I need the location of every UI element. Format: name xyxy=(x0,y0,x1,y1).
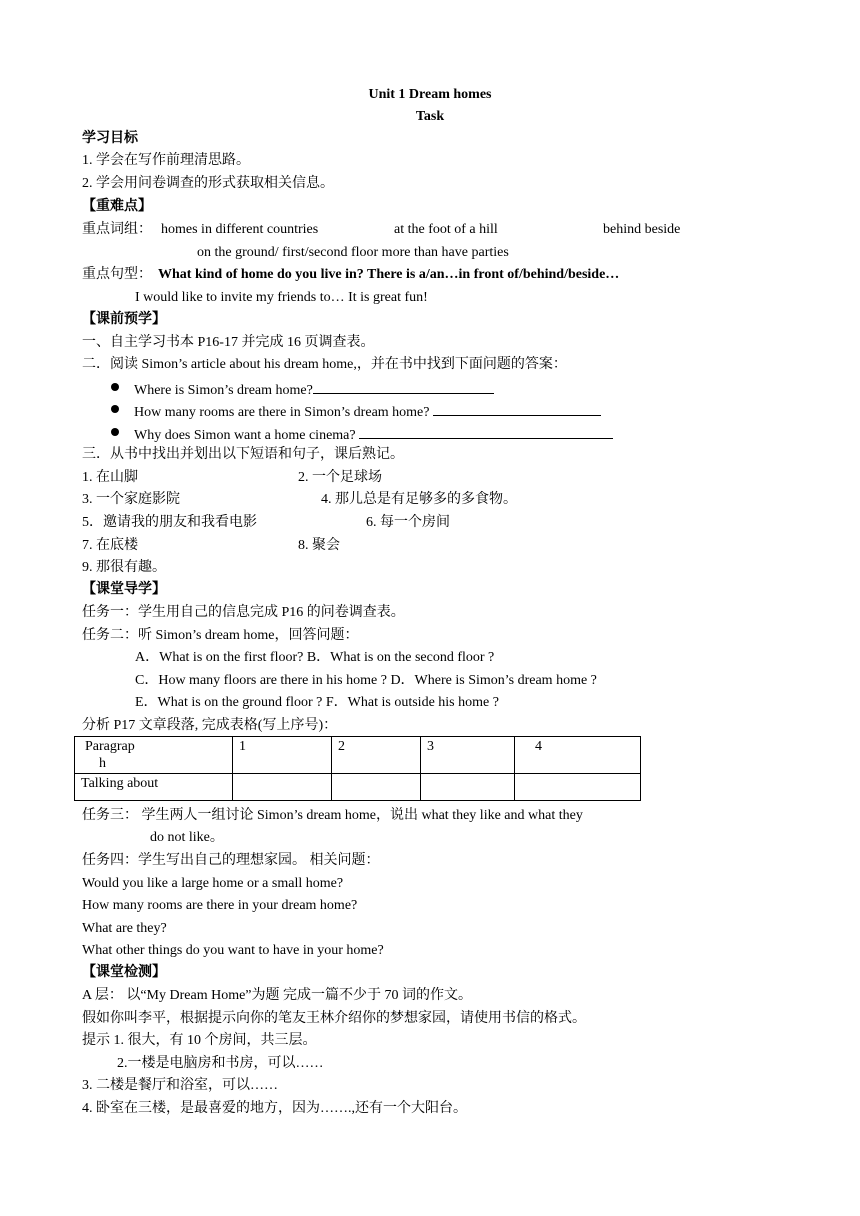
table-header-cell xyxy=(75,737,233,774)
bullet-icon xyxy=(111,428,119,436)
task-3-continued: do not like。 xyxy=(150,830,224,845)
phrase-item: 7. 在底楼 xyxy=(82,538,138,553)
table-row-label: Talking about xyxy=(75,774,233,801)
key-heading: 【重难点】 xyxy=(82,199,152,214)
task-4-question: Would you like a large home or a small home? xyxy=(82,876,344,891)
table-col-header: 4 xyxy=(515,737,641,774)
phrase-item: 8. 聚会 xyxy=(298,538,340,553)
hint-item: 3. 二楼是餐厅和浴室，可以…… xyxy=(82,1078,278,1093)
task-2: 任务二：听 Simon’s dream home，回答问题： xyxy=(82,628,359,643)
objectives-heading: 学习目标 xyxy=(82,131,138,146)
table-col-header: 3 xyxy=(421,737,515,774)
bullet-icon xyxy=(111,383,119,391)
phrase-item: 1. 在山脚 xyxy=(82,470,138,485)
hint-item: 2.一楼是电脑房和书房，可以…… xyxy=(117,1056,324,1071)
key-phrase: behind beside xyxy=(603,222,681,237)
answer-blank[interactable] xyxy=(359,424,613,439)
question-item xyxy=(134,424,613,445)
hint-item: 4. 卧室在三楼，是最喜爱的地方，因为…….,还有一个大阳台。 xyxy=(82,1101,467,1116)
table-col-header: 2 xyxy=(332,737,421,774)
preview-step-3: 三．从书中找出并划出以下短语和句子，课后熟记。 xyxy=(82,447,404,462)
phrase-item: 2. 一个足球场 xyxy=(298,470,382,485)
table-answer-cell[interactable] xyxy=(233,774,332,801)
objective-item: 2. 学会用问卷调查的形式获取相关信息。 xyxy=(82,176,334,191)
writing-scenario: 假如你叫李平，根据提示向你的笔友王林介绍你的梦想家园，请使用书信的格式。 xyxy=(82,1011,586,1026)
task-3: 任务三： 学生两人一组讨论 Simon’s dream home，说出 what they like and what they xyxy=(82,808,583,823)
table-col-header: 1 xyxy=(233,737,332,774)
task-4-question: How many rooms are there in your dream home? xyxy=(82,898,358,913)
question-text: Where is Simon’s dream home? xyxy=(134,383,313,398)
answer-blank[interactable] xyxy=(433,401,601,416)
listening-question: E．What is on the ground floor ? F．What is outside his home ? xyxy=(135,695,499,710)
key-sentences-line-1: What kind of home do you live in? There is a/an…in front of/behind/beside… xyxy=(158,267,620,282)
listening-question: A．What is on the first floor? B．What is on the second floor ? xyxy=(135,650,495,665)
key-sentences-line-2: I would like to invite my friends to… It is great fun! xyxy=(135,290,428,305)
table-answer-cell[interactable] xyxy=(332,774,421,801)
document-subtitle: Task xyxy=(415,109,445,124)
listening-question: C．How many floors are there in his home ? D．Where is Simon’s dream home ? xyxy=(135,673,597,688)
objective-item: 1. 学会在写作前理清思路。 xyxy=(82,153,250,168)
bullet-icon xyxy=(111,405,119,413)
phrase-item: 6. 每一个房间 xyxy=(366,515,450,530)
key-phrase: homes in different countries xyxy=(161,222,319,237)
key-phrases-label: 重点词组： xyxy=(82,222,152,237)
analysis-instruction: 分析 P17 文章段落, 完成表格(写上序号)： xyxy=(82,718,338,733)
question-text: Why does Simon want a home cinema? xyxy=(134,428,360,443)
task-4-question: What are they? xyxy=(82,921,167,936)
test-heading: 【课堂检测】 xyxy=(82,965,166,980)
task-4-question: What other things do you want to have in your home? xyxy=(82,943,384,958)
phrase-item: 4. 那儿总是有足够多的多食物。 xyxy=(321,492,517,507)
hint-item: 提示 1. 很大，有 10 个房间，共三层。 xyxy=(82,1033,317,1048)
task-1: 任务一：学生用自己的信息完成 P16 的问卷调查表。 xyxy=(82,605,405,620)
document-title: Unit 1 Dream homes xyxy=(368,87,492,102)
paragraph-table xyxy=(74,736,641,801)
preview-heading: 【课前预学】 xyxy=(82,312,166,327)
question-item xyxy=(134,401,601,422)
class-heading: 【课堂导学】 xyxy=(82,582,166,597)
paragraph-label: Paragrap xyxy=(85,739,135,754)
preview-step-1: 一、自主学习书本 P16-17 并完成 16 页调查表。 xyxy=(82,335,375,350)
answer-blank[interactable] xyxy=(313,379,494,394)
task-4: 任务四：学生写出自己的理想家园。 相关问题： xyxy=(82,853,380,868)
question-text: How many rooms are there in Simon’s dream home? xyxy=(134,405,433,420)
key-sentences-label: 重点句型： xyxy=(82,267,152,282)
table-answer-cell[interactable] xyxy=(515,774,641,801)
question-item xyxy=(134,379,494,400)
phrase-item: 3. 一个家庭影院 xyxy=(82,492,180,507)
key-phrases-line-2: on the ground/ first/second floor more than have parties xyxy=(197,245,509,260)
paragraph-label-wrap: h xyxy=(99,756,106,771)
level-a-task: A 层： 以“My Dream Home”为题 完成一篇不少于 70 词的作文。 xyxy=(82,988,473,1003)
phrase-item: 5．邀请我的朋友和我看电影 xyxy=(82,515,257,530)
preview-step-2: 二．阅读 Simon’s article about his dream home,，并在书中找到下面问题的答案： xyxy=(82,357,567,372)
table-answer-cell[interactable] xyxy=(421,774,515,801)
key-phrase: at the foot of a hill xyxy=(394,222,498,237)
phrase-item: 9. 那很有趣。 xyxy=(82,560,166,575)
